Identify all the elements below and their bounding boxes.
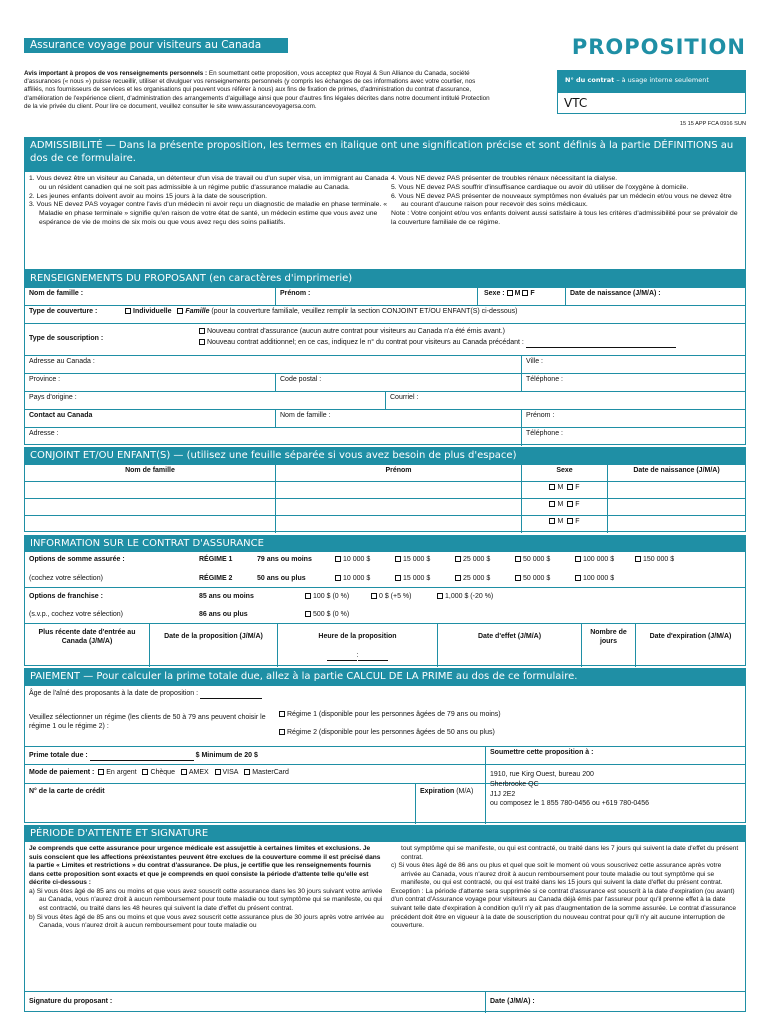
deductible-option[interactable]: 100 $ (0 %) xyxy=(305,593,349,602)
waiting-item-c: c) Si vous êtes âgé de 86 ans ou plus et quel que soit le moment où vous souscrivez cette assurance après votre arrivée au Canada, vous n'aurez droit à aucun remboursement pour toute maladie ou tout symptôme qui se manifeste, ou qui est contracté, ou qui est traité dans les 15 jours qui suivent la date d'effet du présent contrat. xyxy=(391,862,723,887)
waiting-right xyxy=(391,845,741,931)
proposition-title: PROPOSITION xyxy=(571,35,746,59)
checkbox-icon xyxy=(395,575,401,581)
coverage-options[interactable]: Individuelle Famille (pour la couverture familiale, veuillez remplir la section CONJOINT ET/OU ENFANT(S) ci-dessous) xyxy=(121,306,741,323)
checkbox-icon xyxy=(98,769,104,775)
waiting-item-b: b) Si vous êtes âgé de 85 ans ou moins et que vous avez souscrit cette assurance plus de 30 jours après votre arrivée au Canada, vous n'aurez droit à aucun remboursement pour toute maladie ou xyxy=(29,913,384,930)
checkbox-icon xyxy=(567,501,573,507)
amount-option[interactable]: 10 000 $ xyxy=(335,556,370,565)
plan1-option[interactable]: Régime 1 (disponible pour les personnes âgées de 79 ans ou moins) xyxy=(279,711,501,720)
payment-section xyxy=(24,685,746,823)
amount-option[interactable]: 100 000 $ xyxy=(575,575,614,584)
applicant-section xyxy=(24,287,746,445)
email-field[interactable]: Courriel : xyxy=(385,392,745,409)
privacy-notice xyxy=(24,70,494,111)
eldest-age-field[interactable]: Âge de l'aîné des proposants à la date de proposition : xyxy=(29,690,262,699)
spouse-last-name-cell[interactable] xyxy=(25,482,275,498)
waiting-left xyxy=(29,845,385,931)
checkbox-icon xyxy=(279,729,285,735)
subscription-type-label: Type de souscription : xyxy=(29,335,104,342)
eligibility-item: 3. Vous NE devez PAS voyager contre l'avis d'un médecin ni avoir reçu un diagnostic de maladie en phase terminale. « Maladie en phase terminale » signifie qu'en raison de votre état de santé, un médecin estime que vous avez une espérance de vie de moins de six mois ou que vous avez reçu des soins palliatifs. xyxy=(29,201,387,227)
province-row xyxy=(25,374,745,392)
col-dob: Date de naissance (J/M/A) xyxy=(607,465,745,481)
checkbox-icon xyxy=(305,611,311,617)
address-field[interactable]: Adresse au Canada : xyxy=(29,358,95,365)
plan1-label: RÉGIME 1 xyxy=(199,556,233,563)
province-field[interactable]: Province : xyxy=(29,376,61,383)
checkbox-icon xyxy=(575,556,581,562)
contact-phone-field[interactable]: Téléphone : xyxy=(521,428,745,446)
amount-option[interactable]: 50 000 $ xyxy=(515,575,550,584)
plan2-label: RÉGIME 2 xyxy=(199,575,233,582)
table-row xyxy=(25,516,745,533)
spouse-dob-cell[interactable] xyxy=(607,482,745,498)
choose-plan-label: Veuillez sélectionner un régime (les clients de 50 à 79 ans peuvent choisir le régime 1 ou le régime 2) : xyxy=(29,714,266,730)
checkbox-icon xyxy=(507,290,513,296)
address-row xyxy=(25,356,745,374)
checkbox-icon xyxy=(549,518,555,524)
contract-section xyxy=(24,551,746,666)
proposal-date-field[interactable]: Date de la proposition (J/M/A) xyxy=(149,624,277,667)
contact-address-row xyxy=(25,428,745,446)
spouse-sex-cell[interactable]: M F xyxy=(521,499,607,515)
contact-label: Contact au Canada xyxy=(29,412,93,419)
eligibility-note: Note : Votre conjoint et/ou vos enfants doivent aussi satisfaire à tous les critères d'admissibilité pour se prévaloir de la couverture familiale de ce régime. xyxy=(391,210,738,227)
card-number-field[interactable]: N° de la carte de crédit xyxy=(29,788,105,795)
spouse-last-name-cell[interactable] xyxy=(25,516,275,533)
first-name-field[interactable]: Prénom : xyxy=(275,288,477,305)
amount-option[interactable]: 15 000 $ xyxy=(395,575,430,584)
checkbox-icon xyxy=(177,308,183,314)
deductible-option[interactable]: 0 $ (+5 %) xyxy=(371,593,412,602)
checkbox-icon xyxy=(279,711,285,717)
contract-number-label: N° du contrat – à usage interne seulement xyxy=(557,70,746,92)
form-code: 15 15 APP FCA 0916 SUN xyxy=(679,121,746,127)
checkbox-icon xyxy=(575,575,581,581)
checkbox-icon xyxy=(455,575,461,581)
signature-field[interactable]: Signature du proposant : xyxy=(29,998,113,1005)
spouse-last-name-cell[interactable] xyxy=(25,499,275,515)
table-row xyxy=(25,482,745,499)
checkbox-icon xyxy=(567,518,573,524)
checkbox-icon xyxy=(515,556,521,562)
checkbox-icon xyxy=(635,556,641,562)
spouse-sex-cell[interactable]: M F xyxy=(521,482,607,498)
effective-date-field[interactable]: Date d'effet (J/M/A) xyxy=(437,624,581,667)
checkbox-icon xyxy=(335,575,341,581)
spouse-first-name-cell[interactable] xyxy=(275,482,521,498)
waiting-lead: Je comprends que cette assurance pour urgence médicale est assujettie à certaines limites et exclusions. Je suis conscient que les affections préexistantes peuvent être exclues de la couverture comme il est précisé dans la partie « Limites et restrictions » du contrat d'assurance. De plus, je certifie que les renseignements fournis dans cette proposition sont exacts et que je comprends en quoi consiste la période d'attente telle qu'elle est décrite ci-dessous : xyxy=(29,845,381,887)
sum-options-label: Options de somme assurée : xyxy=(29,556,125,563)
proposal-time-field[interactable]: Heure de la proposition : xyxy=(277,624,437,667)
form-title-band: Assurance voyage pour visiteurs au Canada xyxy=(24,38,288,53)
eligibility-item: 1. Vous devez être un visiteur au Canada, un détenteur d'un visa de travail ou d'un super visa, un immigrant au Canada ou un résident canadien qui ne soit pas admissible à un régime public d'assurance maladie au Canada. xyxy=(29,175,389,191)
checkbox-icon xyxy=(567,484,573,490)
checkbox-icon xyxy=(395,556,401,562)
phone-field[interactable]: Téléphone : xyxy=(521,374,745,391)
dob-field[interactable]: Date de naissance (J/M/A) : xyxy=(565,288,745,305)
eligibility-left xyxy=(29,175,389,228)
applicant-band: RENSEIGNEMENTS DU PROPOSANT (en caractères d'imprimerie) xyxy=(24,270,746,287)
plan1-age: 79 ans ou moins xyxy=(257,556,312,563)
col-last-name: Nom de famille xyxy=(125,467,175,474)
spouse-sex-cell[interactable]: M F xyxy=(521,516,607,533)
checkbox-icon xyxy=(125,308,131,314)
spouse-first-name-cell[interactable] xyxy=(275,516,521,533)
eligibility-right xyxy=(391,175,741,228)
checkbox-icon xyxy=(305,593,311,599)
signature-row xyxy=(25,991,745,1013)
contract-band: INFORMATION SUR LE CONTRAT D'ASSURANCE xyxy=(24,535,746,551)
spouse-section xyxy=(24,464,746,532)
total-premium-field[interactable]: Prime totale due : $ Minimum de 20 $ xyxy=(29,752,258,759)
eligibility-section xyxy=(24,171,746,270)
postal-code-field[interactable]: Code postal : xyxy=(275,374,521,391)
checkbox-icon xyxy=(455,556,461,562)
col-sex: Sexe xyxy=(521,465,607,481)
contact-first-name-field[interactable]: Prénom : xyxy=(521,410,745,427)
last-name-field[interactable]: Nom de famille : xyxy=(29,290,84,297)
waiting-item-b-cont: tout symptôme qui se manifeste, ou qui est contracté, ou traité dans les 7 jours qui suivent la date d'effet du présent contrat. xyxy=(401,845,739,861)
submit-to-label: Soumettre cette proposition à : xyxy=(485,747,745,764)
spouse-band: CONJOINT ET/OU ENFANT(S) — (utilisez une feuille séparée si vous avez besoin de plus d'espace) xyxy=(24,447,746,464)
checkbox-icon xyxy=(371,593,377,599)
table-row xyxy=(25,499,745,516)
amount-option[interactable]: 15 000 $ xyxy=(395,556,430,565)
subscription-options[interactable]: Nouveau contrat d'assurance (aucun autre contrat pour visiteurs au Canada n'a été émis avant.) Nouveau contrat additionnel; en ce cas, indiquez le n° du contrat pour visiteurs au Canada précédant : xyxy=(195,324,745,355)
checkbox-icon xyxy=(549,501,555,507)
checkbox-icon xyxy=(244,769,250,775)
card-expiry-field[interactable]: Expiration (M/A) xyxy=(415,784,485,824)
dates-row xyxy=(25,624,745,667)
subscription-row xyxy=(25,324,745,356)
spouse-dob-cell[interactable] xyxy=(607,516,745,533)
deductible-row xyxy=(25,588,745,624)
spouse-header-row xyxy=(25,465,745,482)
contract-number-field[interactable]: VTC xyxy=(557,92,746,114)
waiting-section xyxy=(24,841,746,1012)
signature-date-field[interactable]: Date (J/M/A) : xyxy=(485,992,745,1013)
spouse-first-name-cell[interactable] xyxy=(275,499,521,515)
city-field[interactable]: Ville : xyxy=(521,356,745,373)
contact-last-name-field[interactable]: Nom de famille : xyxy=(275,410,521,427)
sex-field[interactable]: Sexe : M F xyxy=(477,288,565,305)
checkbox-icon xyxy=(181,769,187,775)
plan2-age: 50 ans ou plus xyxy=(257,575,306,582)
privacy-notice-body: En soumettant cette proposition, vous acceptez que Royal & Sun Alliance du Canada, société d'assurances (« nous ») puisse recueillir, utiliser et divulguer vos renseignements personnels (y compris les échanges de ces informations avec votre courtier, nos affiliés, nos fournisseurs de services et les organisations qui peuvent vous référer à nous) aux fins de fixation de primes, d'administration du contrat d'assurance, d'amélioration de l'expérience client, d'administration des arrangements d'aiguillage ainsi que pour d'autres fins légales décrites dans notre document intitulé Protection de la vie privée du client. Pour lire ce document, veuillez consulter le site www.assurancevoyagersa.com. xyxy=(24,70,490,110)
amount-option[interactable]: 25 000 $ xyxy=(455,556,490,565)
contact-row xyxy=(25,410,745,428)
deductible-option[interactable]: 1,000 $ (-20 %) xyxy=(437,593,493,602)
eligibility-item: 2. Les jeunes enfants doivent avoir au moins 15 jours à la date de souscription. xyxy=(29,192,268,200)
eligibility-item: 5. Vous NE devez PAS souffrir d'insuffisance cardiaque ou avoir dû utiliser de l'oxygène à domicile. xyxy=(391,183,689,191)
payment-band: PAIEMENT — Pour calculer la prime totale due, allez à la partie CALCUL DE LA PRIME au dos de ce formulaire. xyxy=(24,668,746,685)
coverage-row xyxy=(25,306,745,324)
checkbox-icon xyxy=(142,769,148,775)
checkbox-icon xyxy=(199,328,205,334)
expiry-date-field[interactable]: Date d'expiration (J/M/A) xyxy=(635,624,745,667)
checkbox-icon xyxy=(522,290,528,296)
eligibility-item: 6. Vous NE devez PAS présenter de nouveaux symptômes non évalués par un médecin et/ou vous ne devez être au courant d'aucune raison pour recevoir des soins médicaux. xyxy=(391,192,732,209)
amount-option[interactable]: 50 000 $ xyxy=(515,556,550,565)
amount-option[interactable]: 25 000 $ xyxy=(455,575,490,584)
deductible-note: (s.v.p., cochez votre sélection) xyxy=(29,611,124,618)
checkbox-icon xyxy=(215,769,221,775)
amount-option[interactable]: 10 000 $ xyxy=(335,575,370,584)
deductible-option[interactable]: 500 $ (0 %) xyxy=(305,611,349,620)
checkbox-icon xyxy=(515,575,521,581)
coverage-type-label: Type de couverture : xyxy=(29,308,98,315)
submission-address: 1910, rue Kirg Ouest, bureau 200 Sherbrooke QC J1J 2E2 ou composez le 1 855 780-0456 ou +619 780-0456 xyxy=(485,765,745,824)
eligibility-item: 4. Vous NE devez PAS présenter de troubles rénaux nécessitant la dialyse. xyxy=(391,175,618,182)
sum-options-note: (cochez votre sélection) xyxy=(29,575,103,582)
checkbox-icon xyxy=(199,339,205,345)
amount-option[interactable]: 100 000 $ xyxy=(575,556,614,565)
origin-country-field[interactable]: Pays d'origine : xyxy=(29,394,77,401)
amount-option[interactable]: 150 000 $ xyxy=(635,556,674,565)
days-field[interactable]: Nombre de jours xyxy=(581,624,635,667)
col-first-name: Prénom xyxy=(275,465,521,481)
spouse-dob-cell[interactable] xyxy=(607,499,745,515)
waiting-band: PÉRIODE D'ATTENTE ET SIGNATURE xyxy=(24,825,746,841)
total-row xyxy=(25,746,745,765)
sum-options-row xyxy=(25,552,745,588)
eligibility-band: ADMISSIBILITÉ — Dans la présente proposition, les termes en italique ont une signification précise et sont définis à la partie DÉFINITIONS au dos de ce formulaire. xyxy=(24,137,746,171)
contact-address-field[interactable]: Adresse : xyxy=(29,430,59,437)
waiting-exception: Exception : La période d'attente sera supprimée si ce contrat d'assurance est souscrit à la date d'expiration (ou avant) d'un contrat d'Assurance voyage pour visiteurs au Canada déjà émis par l'assureur pour qu'il prenne effet à la date suivant telle date d'expiration à condition qu'il n'y ait pas d'augmentation de la somme assurée. Le contrat d'assurance précédent doit être en vigueur à la date de souscription du nouveau contrat pour qu'il n'y ait aucune interruption de couverture. xyxy=(391,887,736,930)
checkbox-icon xyxy=(549,484,555,490)
checkbox-icon xyxy=(335,556,341,562)
deductible-age1: 85 ans ou moins xyxy=(199,593,254,600)
plan2-option[interactable]: Régime 2 (disponible pour les personnes âgées de 50 ans ou plus) xyxy=(279,729,495,738)
entry-date-field[interactable]: Plus récente date d'entrée au Canada (J/M/A) xyxy=(38,629,136,645)
deductible-age2: 86 ans ou plus xyxy=(199,611,248,618)
deductible-label: Options de franchise : xyxy=(29,593,103,600)
checkbox-icon xyxy=(437,593,443,599)
payment-method-options[interactable]: Mode de paiement : En argent Chèque AMEX VISA MasterCard xyxy=(29,769,289,776)
waiting-item-a: a) Si vous êtes âgé de 85 ans ou moins et que vous avez souscrit cette assurance dans les 30 jours suivant votre arrivée au Canada, vous n'aurez droit à aucun remboursement pour toute maladie ou tout symptôme qui se manifeste, ou qui est contracté, ou traité dans les 48 heures qui suivent la date d'effet du présent contrat. xyxy=(29,887,383,912)
origin-row xyxy=(25,392,745,410)
privacy-notice-lead: Avis important à propos de vos renseignements personnels : xyxy=(24,70,208,77)
applicant-row xyxy=(25,288,745,306)
